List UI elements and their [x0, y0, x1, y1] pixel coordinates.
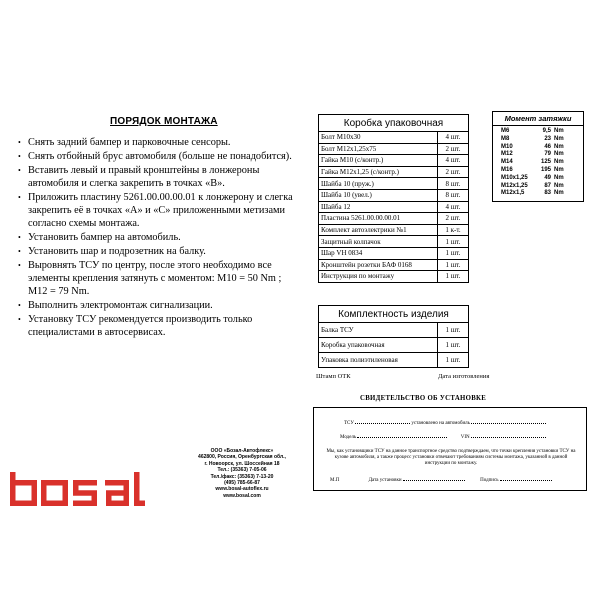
torque-value: 83: [544, 190, 551, 197]
item-qty: 4 шт.: [438, 201, 469, 213]
item-name: Коробка упаковочная: [319, 338, 438, 353]
table-row: [319, 271, 468, 282]
item-name: Шайба 10 (увел.): [319, 189, 438, 201]
torque-value: 79: [544, 151, 551, 158]
installed-on-label: установлено на автомобиль: [411, 421, 470, 426]
torque-size: M14: [501, 159, 513, 166]
procedure-step: • Снять задний бампер и парковочные сенсоры.: [18, 136, 303, 149]
torque-value: 46: [544, 143, 551, 150]
certificate-box: [313, 407, 587, 491]
table-row: [319, 259, 468, 271]
torque-value: 87: [544, 182, 551, 189]
company-phone: Тел.: (35363) 7-05-06: [217, 467, 267, 474]
certificate-title: СВИДЕТЕЛЬСТВО ОБ УСТАНОВКЕ: [360, 395, 487, 402]
torque-value: 23: [544, 135, 551, 142]
procedure-step: • Установку ТСУ рекомендуется производить только специалистами в автосервисах.: [18, 313, 303, 339]
packing-box-title: Коробка упаковочная: [319, 115, 468, 132]
torque-unit: Nm: [554, 151, 564, 158]
stamp-label: Штамп ОТК: [316, 373, 351, 380]
torque-unit: Nm: [554, 166, 564, 173]
table-row: [319, 166, 468, 178]
torque-value: 125: [540, 159, 551, 166]
item-qty: 1 шт.: [438, 236, 469, 248]
item-name: Шар VH 0834: [319, 247, 438, 259]
procedure-step: • Снять отбойный брус автомобиля (больше не понадобится).: [18, 150, 303, 163]
company-website[interactable]: www.bosal.com: [223, 492, 261, 499]
torque-unit: Nm: [554, 128, 564, 134]
item-name: Балка ТСУ: [319, 323, 438, 338]
procedure-title: ПОРЯДОК МОНТАЖА: [110, 116, 218, 127]
model-label: Модель: [340, 435, 357, 440]
table-row: [319, 338, 468, 353]
torque-size: M12x1,5: [501, 190, 525, 197]
item-name: Упаковка полиэтиленовая: [319, 353, 438, 368]
table-row: [319, 155, 468, 167]
item-name: Болт М12х1,25х75: [319, 143, 438, 155]
vehicle-field[interactable]: [471, 418, 546, 424]
procedure-step: • Установить шар и подрозетник на балку.: [18, 245, 303, 258]
procedure-step: • Выполнить электромонтаж сигнализации.: [18, 299, 303, 312]
signature-field[interactable]: [500, 475, 552, 481]
torque-row: [501, 183, 579, 191]
item-qty: 8 шт.: [438, 178, 469, 190]
tsu-field[interactable]: [355, 418, 410, 424]
item-qty: 1 шт.: [438, 353, 469, 368]
torque-row: [501, 128, 579, 136]
table-row: [319, 178, 468, 190]
torque-row: [501, 144, 579, 152]
torque-size: M16: [501, 166, 513, 173]
company-address: 462800, Россия, Оренбургская обл.,: [198, 454, 286, 461]
certificate-text: Мы, как установщики ТСУ на данное транспортное средство подтверждаем, что точки крепления установки ТСУ на кузове автомобиля, а также процесс установки отвечают требованиям системы монтажа, указанной в данной инструкции по монтажу.: [326, 449, 576, 466]
torque-row: [501, 175, 579, 183]
company-phone: (495) 785-66-87: [224, 480, 260, 487]
torque-size: M6: [501, 128, 510, 134]
item-qty: 8 шт.: [438, 189, 469, 201]
procedure-step: • Установить бампер на автомобиль.: [18, 231, 303, 244]
item-name: Гайка М12х1,25 (с/контр.): [319, 166, 438, 178]
torque-size: M12: [501, 151, 513, 158]
procedure-step: • Выровнять ТСУ по центру, после этого необходимо все элементы крепления затянуть с моментом: М10 = 50 Nm ; М12 = 79 Nm.: [18, 259, 303, 298]
item-name: Защитный колпачок: [319, 236, 438, 248]
torque-row: [501, 151, 579, 159]
item-qty: 1 к-т.: [438, 224, 469, 236]
company-website[interactable]: www.bosal-autoflex.ru: [215, 486, 269, 493]
table-row: [319, 247, 468, 259]
item-name: Комплект автоэлектрики №1: [319, 224, 438, 236]
table-row: [319, 201, 468, 213]
vin-label: VIN: [460, 435, 470, 440]
torque-row: [501, 190, 579, 198]
company-name: ООО «Бозал-Автофлекс»: [210, 448, 274, 454]
item-name: Пластина 5261.00.00.00.01: [319, 213, 438, 225]
torque-value: 195: [540, 166, 551, 173]
seal-label: М.П: [330, 478, 340, 483]
kit-contents-title: Комплектность изделия: [319, 306, 468, 323]
item-qty: 1 шт.: [438, 323, 469, 338]
company-address: г. Новоорск, ул. Шоссейная 18: [204, 460, 280, 467]
torque-size: M8: [501, 135, 510, 142]
torque-value: 49: [544, 174, 551, 181]
item-name: Кронштейн розетки БАФ 0168: [319, 259, 438, 271]
torque-row: [501, 159, 579, 167]
torque-size: M10x1,25: [501, 174, 528, 181]
item-name: Шайба 10 (пруж.): [319, 178, 438, 190]
torque-unit: Nm: [554, 135, 564, 142]
torque-title: Момент затяжки: [493, 112, 583, 126]
item-qty: 4 шт.: [438, 155, 469, 167]
install-date-label: Дата установки: [368, 478, 402, 483]
table-row: [319, 224, 468, 236]
procedure-step: • Вставить левый и правый кронштейны в лонжероны автомобиля и слегка закрепить в точках «В».: [18, 164, 303, 190]
torque-unit: Nm: [554, 159, 564, 166]
item-name: Шайба 12: [319, 201, 438, 213]
install-date-field[interactable]: [403, 475, 465, 481]
item-name: Инструкция по монтажу: [319, 271, 438, 282]
item-qty: 1 шт.: [438, 259, 469, 271]
torque-unit: Nm: [554, 174, 564, 181]
item-qty: 2 шт.: [438, 166, 469, 178]
torque-size: M10: [501, 143, 513, 150]
item-qty: 1 шт.: [438, 338, 469, 353]
item-qty: 2 шт.: [438, 213, 469, 225]
table-row: [319, 323, 468, 338]
torque-unit: Nm: [554, 143, 564, 150]
table-row: [319, 132, 468, 143]
item-qty: 1 шт.: [438, 271, 469, 282]
item-name: Гайка М10 (с/контр.): [319, 155, 438, 167]
company-info: [182, 448, 302, 499]
procedure-step: • Приложить пластину 5261.00.00.00.01 к лонжерону и слегка закрепить её в точках «А» и «С» приложенными метизами согласно схемы монтажа.: [18, 191, 303, 230]
model-field[interactable]: [357, 432, 447, 438]
table-row: [319, 236, 468, 248]
torque-row: [501, 136, 579, 144]
torque-size: M12x1,25: [501, 182, 528, 189]
table-row: [319, 189, 468, 201]
tsu-label: ТСУ: [344, 421, 354, 426]
torque-row: [501, 167, 579, 175]
manufacture-date-label: Дата изготовления: [438, 373, 490, 380]
packing-box-table: [318, 114, 469, 283]
item-qty: 2 шт.: [438, 143, 469, 155]
table-row: [319, 143, 468, 155]
item-qty: 1 шт.: [438, 247, 469, 259]
table-row: [319, 353, 468, 368]
torque-table: [492, 111, 584, 202]
table-row: [319, 213, 468, 225]
company-phone: Тел./факс: (35363) 7-13-20: [210, 473, 274, 480]
torque-unit: Nm: [554, 190, 564, 197]
bosal-logo: [8, 470, 163, 506]
item-name: Болт М10х30: [319, 132, 438, 143]
vin-field[interactable]: [471, 432, 546, 438]
signature-label: Подпись: [480, 478, 499, 483]
item-qty: 4 шт.: [438, 132, 469, 143]
torque-value: 9,5: [542, 128, 551, 134]
procedure-steps: [18, 136, 303, 340]
kit-contents-table: [318, 305, 469, 368]
torque-unit: Nm: [554, 182, 564, 189]
